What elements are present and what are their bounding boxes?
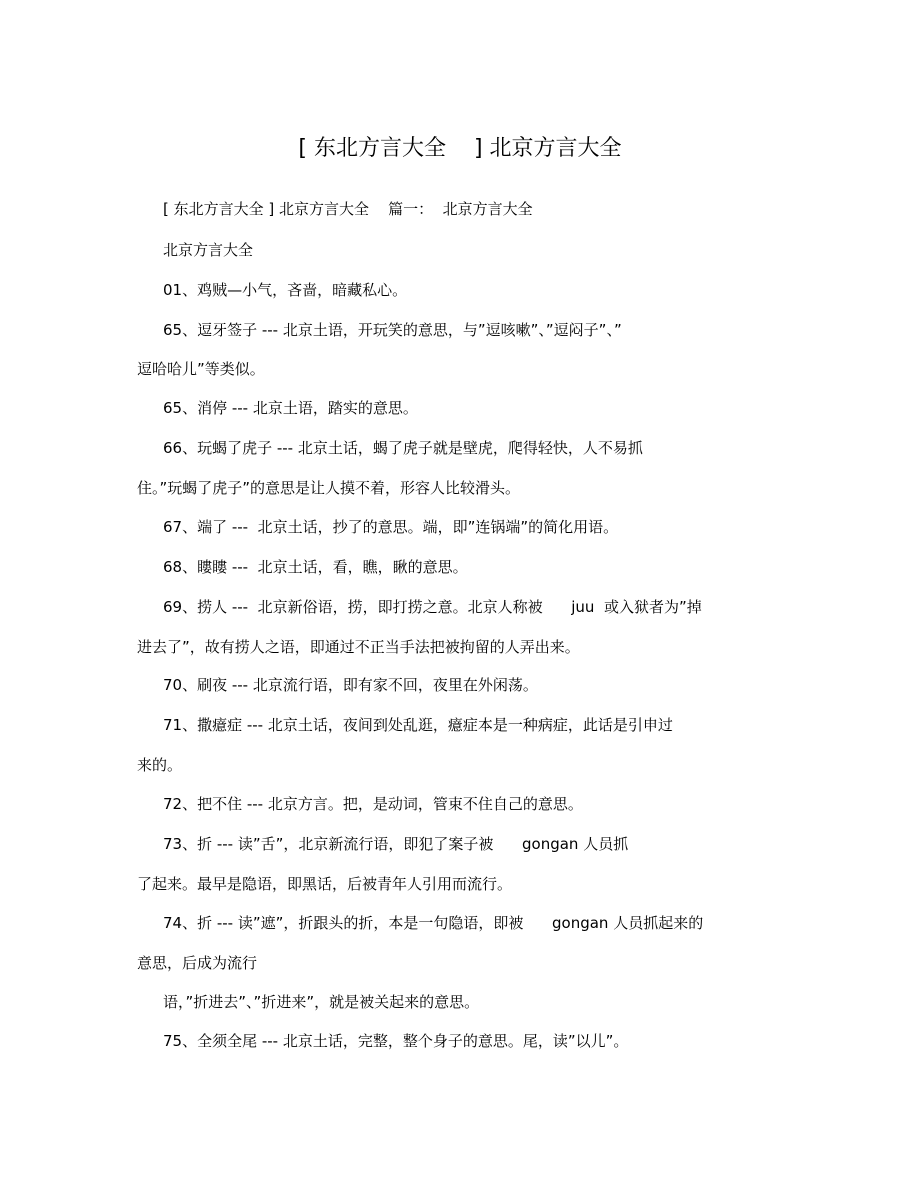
entry-line: 70、刷夜 --- 北京流行语，即有家不回，夜里在外闲荡。 (163, 676, 538, 694)
entry-line: 65、逗牙签子 --- 北京土语，开玩笑的意思，与”逗咳嗽”、”逗闷子”、” (163, 321, 622, 339)
entry-line: 01、鸡贼—小气，吝啬，暗藏私心。 (163, 281, 408, 299)
entry-line: 语，”折进去”、”折进来”，就是被关起来的意思。 (163, 993, 480, 1011)
entry-line: 了起来。最早是隐语，即黑话，后被青年人引用而流行。 (137, 875, 513, 893)
entry-line: 意思，后成为流行 (137, 954, 258, 972)
entry-line: 71、撒癔症 --- 北京土话，夜间到处乱逛，癔症本是一种病症，此话是引申过 (163, 716, 673, 734)
subtitle-line: [ 东北方言大全 ] 北京方言大全 篇一： 北京方言大全 (163, 200, 533, 218)
entry-line: 住。”玩蝎了虎子”的意思是让人摸不着，形容人比较滑头。 (137, 479, 521, 497)
entry-line: 68、瞜瞜 --- 北京土话，看，瞧，瞅的意思。 (163, 558, 468, 576)
entry-line: 65、消停 --- 北京土语，踏实的意思。 (163, 399, 418, 417)
entry-line: 73、折 --- 读”舌”，北京新流行语，即犯了案子被 gongan 人员抓 (163, 835, 629, 853)
entry-line: 75、全须全尾 --- 北京土话，完整，整个身子的意思。尾，读”以儿”。 (163, 1032, 629, 1050)
entry-line: 来的。 (137, 756, 183, 774)
section-heading: 北京方言大全 (163, 241, 254, 259)
entry-line: 72、把不住 --- 北京方言。把，是动词，管束不住自己的意思。 (163, 795, 583, 813)
entry-line: 进去了”，故有捞人之语，即通过不正当手法把被拘留的人弄出来。 (137, 638, 580, 656)
entry-line: 69、捞人 --- 北京新俗语，捞，即打捞之意。北京人称被 juu 或入狱者为”掉 (163, 598, 702, 616)
entry-line: 66、玩蝎了虎子 --- 北京土话，蝎了虎子就是壁虎，爬得轻快，人不易抓 (163, 439, 643, 457)
entry-line: 67、端了 --- 北京土话，抄了的意思。端，即”连锅端”的简化用语。 (163, 518, 619, 536)
entry-line: 逗哈哈儿”等类似。 (137, 360, 265, 378)
page-title: [ 东北方言大全 ] 北京方言大全 (298, 136, 622, 161)
entry-line: 74、折 --- 读”遮”，折跟头的折，本是一句隐语，即被 gongan 人员抓起来的 (163, 914, 704, 932)
